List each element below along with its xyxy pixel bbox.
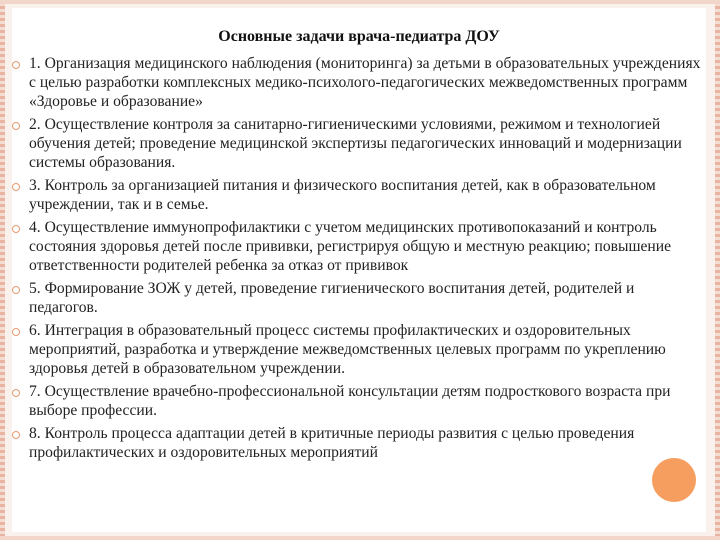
list-item-text: 2. Осуществление контроля за санитарно-гигиеническими условиями, режимом и технологией обучения детей; проведение медицинской экспертизы педагогических инноваций и модернизации системы образования. — [29, 116, 682, 171]
top-border-decoration — [0, 0, 720, 4]
bottom-border-decoration — [0, 536, 720, 540]
left-border-decoration — [0, 0, 5, 540]
list-item — [12, 279, 706, 317]
bullet-icon — [12, 328, 20, 336]
list-item-text: 6. Интеграция в образовательный процесс системы профилактических и оздоровительных мероприятий, разработка и утверждение межведомственных целевых программ по укреплению здоровья детей в образовательном учреждении. — [29, 322, 666, 377]
list-item-text: 8. Контроль процесса адаптации детей в критичные периоды развития с целью проведения профилактических и оздоровительных мероприятий — [29, 425, 635, 461]
slide-title: Основные задачи врача-педиатра ДОУ — [218, 28, 500, 45]
accent-circle-decoration — [652, 458, 696, 502]
list-item-text: 5. Формирование ЗОЖ у детей, проведение гигиенического воспитания детей, родителей и педагогов. — [29, 280, 635, 316]
list-item-text: 1. Организация медицинского наблюдения (мониторинга) за детьми в образовательных учреждениях с целью разработки комплексных медико-психолого-педагогических межведомственных программ «Здоровье и образование» — [29, 55, 701, 110]
list-item — [12, 54, 706, 111]
list-item — [12, 382, 706, 420]
bullet-icon — [12, 431, 20, 439]
list-item — [12, 424, 706, 462]
bullet-icon — [12, 61, 20, 69]
list-item — [12, 321, 706, 378]
task-list — [12, 54, 706, 466]
list-item — [12, 176, 706, 214]
list-item-text: 3. Контроль за организацией питания и физического воспитания детей, как в образовательном учреждении, так и в семье. — [29, 177, 656, 213]
list-item-text: 7. Осуществление врачебно-профессиональной консультации детям подросткового возраста при выборе профессии. — [29, 383, 671, 419]
list-item — [12, 218, 706, 275]
bullet-icon — [12, 286, 20, 294]
list-item — [12, 115, 706, 172]
bullet-icon — [12, 225, 20, 233]
bullet-icon — [12, 389, 20, 397]
bullet-icon — [12, 122, 20, 130]
list-item-text: 4. Осуществление иммунопрофилактики с учетом медицинских противопоказаний и контроль состояния здоровья детей после прививки, регистрируя общую и местную реакцию; повышение ответственности родителей ребенка за отказ от прививок — [29, 219, 672, 274]
right-border-decoration — [715, 0, 720, 540]
slide-content — [12, 8, 706, 532]
bullet-icon — [12, 183, 20, 191]
